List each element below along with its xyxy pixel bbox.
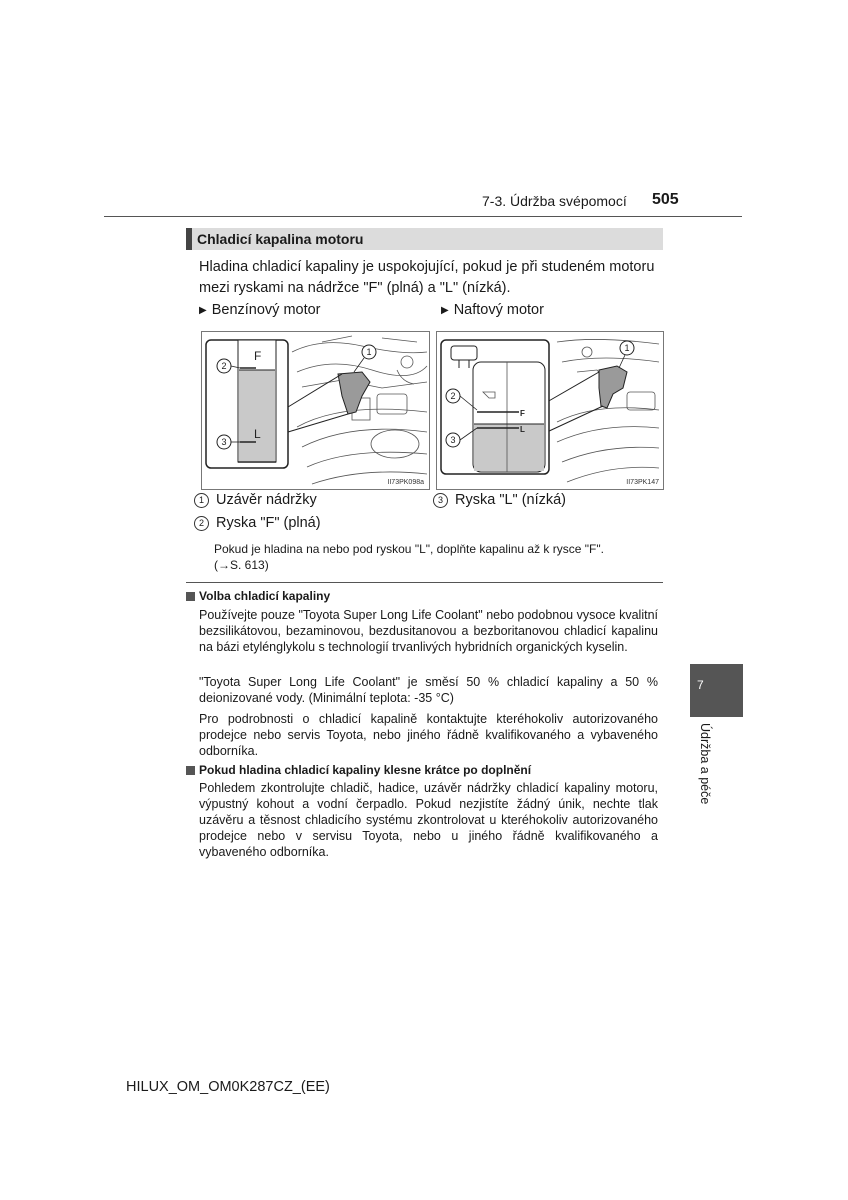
refill-note-text: Pokud je hladina na nebo pod ryskou "L", doplňte kapalinu až k rysce "F". — [214, 542, 604, 556]
callout-3: 3 — [450, 435, 456, 445]
coolant-selection-heading-text: Volba chladicí kapaliny — [199, 589, 331, 603]
document-code: HILUX_OM_OM0K287CZ_(EE) — [126, 1079, 330, 1095]
coolant-drop-heading — [186, 763, 531, 777]
callout-3: 3 — [221, 437, 227, 447]
legend-text-1: Uzávěr nádržky — [216, 492, 317, 508]
diesel-engine-text: Naftový motor — [453, 302, 544, 318]
section-title: Chladicí kapalina motoru — [197, 231, 364, 247]
coolant-selection-heading — [186, 589, 330, 603]
legend-item-1 — [194, 492, 317, 508]
figure-code: II73PK147 — [626, 479, 659, 486]
figure-code: II73PK098a — [387, 479, 424, 486]
callout-2: 2 — [450, 391, 456, 401]
page-number: 505 — [652, 191, 679, 208]
title-accent — [186, 228, 192, 250]
legend-text-3: Ryska "L" (nízká) — [455, 492, 567, 508]
triangle-bullet-icon: ▶ — [441, 305, 449, 316]
square-bullet-icon — [186, 592, 195, 601]
running-header-section: 7-3. Údržba svépomocí — [482, 193, 627, 209]
l-mark-label: L — [254, 427, 261, 441]
intro-paragraph: Hladina chladicí kapaliny je uspokojující, pokud je při studeném motoru mezi ryskami na nádržce "F" (plná) a "L" (nízká). — [199, 259, 655, 296]
legend-text-2: Ryska "F" (plná) — [216, 515, 321, 531]
f-mark-label: F — [254, 349, 262, 363]
diesel-engine-figure — [436, 331, 664, 490]
coolant-drop-paragraph: Pohledem zkontrolujte chladič, hadice, uzávěr nádržky chladicí kapaliny motoru, výpustný kohout a vodní čerpadlo. Pokud nezjistíte žádný únik, nechte tlak uzávěru a těsnost chladicího systému zkontrolovat u kteréhokoliv autorizovaného prodejce nebo v servisu Toyota, nebo u jiného řádně kvalifikovaného a vybaveného odborníka. — [199, 781, 658, 859]
coolant-selection-paragraph-1: Používejte pouze "Toyota Super Long Life Coolant" nebo podobnou vysoce kvalitní bezsilikátovou, bezaminovou, bezdusitanovou a bezboritanovou chladicí kapalinu na bázi etylénglykolu s technologií trvanlivých hybridních organických kyselin. — [199, 608, 658, 654]
legend-number-2: 2 — [194, 516, 209, 531]
l-mark-label: L — [520, 425, 525, 434]
header-rule — [104, 216, 742, 217]
section-title-bar — [186, 228, 663, 250]
refill-note — [214, 541, 660, 573]
petrol-engine-text: Benzínový motor — [211, 302, 321, 318]
legend-item-2 — [194, 515, 321, 531]
legend-item-3 — [433, 492, 566, 508]
callout-2: 2 — [221, 361, 227, 371]
petrol-engine-label — [199, 302, 321, 318]
diesel-engine-label — [441, 302, 544, 318]
callout-1: 1 — [624, 343, 630, 353]
diesel-engine-illustration — [437, 332, 663, 489]
chapter-number: 7 — [697, 678, 704, 692]
section-separator — [186, 582, 663, 583]
f-mark-label: F — [520, 409, 525, 418]
triangle-bullet-icon: ▶ — [199, 305, 207, 316]
legend-number-1: 1 — [194, 493, 209, 508]
coolant-selection-paragraph-2: "Toyota Super Long Life Coolant" je směsí 50 % chladicí kapaliny a 50 % deionizované vody. (Minimální teplota: -35 °C) — [199, 675, 658, 705]
legend-number-3: 3 — [433, 493, 448, 508]
chapter-title: Údržba a péče — [698, 723, 712, 805]
petrol-engine-figure — [201, 331, 430, 490]
square-bullet-icon — [186, 766, 195, 775]
page-reference-link[interactable]: (→S. 613) — [214, 558, 269, 572]
coolant-selection-paragraph-3: Pro podrobnosti o chladicí kapalině kontaktujte kteréhokoliv autorizovaného prodejce nebo servis Toyota, nebo jiného řádně kvalifikovaného a vybaveného odborníka. — [199, 712, 658, 758]
coolant-drop-heading-text: Pokud hladina chladicí kapaliny klesne krátce po doplnění — [199, 763, 532, 777]
callout-1: 1 — [366, 347, 372, 357]
petrol-engine-illustration — [202, 332, 429, 489]
